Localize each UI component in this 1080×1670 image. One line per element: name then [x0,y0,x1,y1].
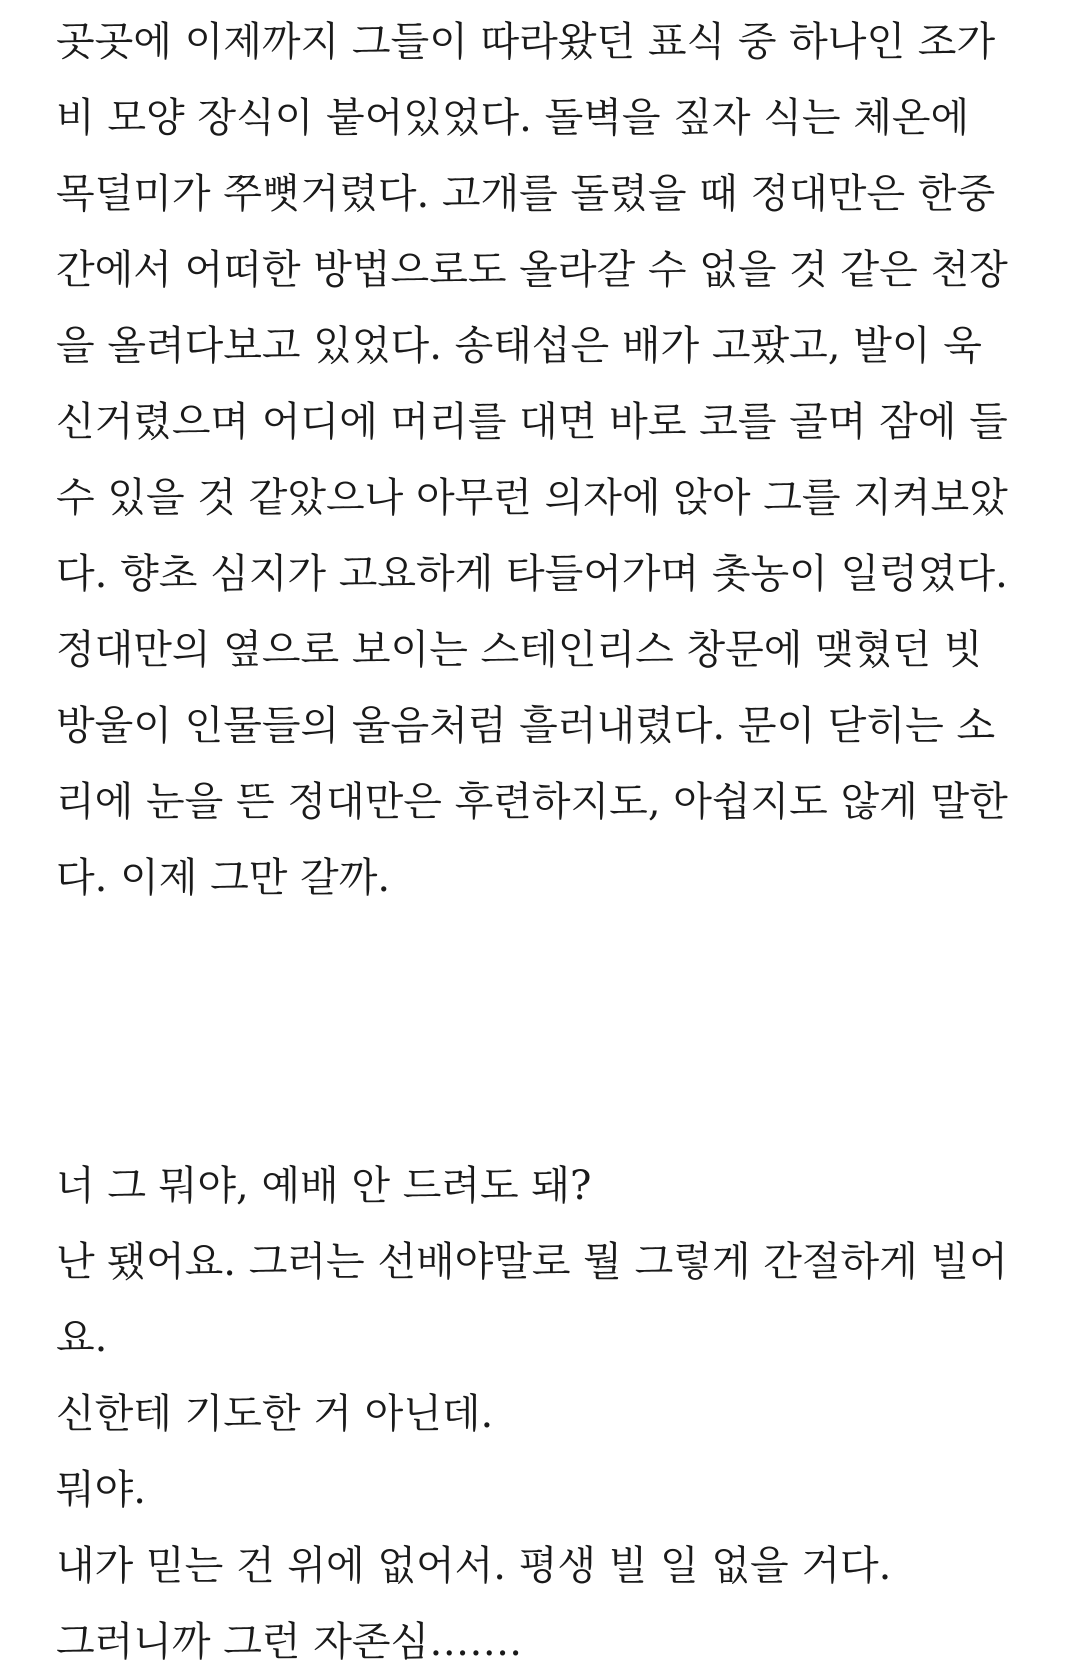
text-line: 정대만의 옆으로 보이는 스테인리스 창문에 맺혔던 빗 [56,627,983,673]
text-line: 다. 향초 심지가 고요하게 타들어가며 촛농이 일렁였다. [56,551,1008,597]
text-line: 목덜미가 쭈뼛거렸다. 고개를 돌렸을 때 정대만은 한중 [56,171,996,217]
text-line: 방울이 인물들의 울음처럼 흘러내렸다. 문이 닫히는 소 [56,703,996,749]
dialogue-line: 난 됐어요. 그러는 선배야말로 뭘 그렇게 간절하게 빌어 [56,1239,1008,1285]
text-line: 간에서 어떠한 방법으로도 올라갈 수 없을 것 같은 천장 [56,247,1008,293]
text-line: 비 모양 장식이 붙어있었다. 돌벽을 짚자 식는 체온에 [56,95,970,141]
dialogue-line: 내가 믿는 건 위에 없어서. 평생 빌 일 없을 거다. [56,1543,892,1589]
text-line: 곳곳에 이제까지 그들이 따라왔던 표식 중 하나인 조가 [56,19,996,65]
text-line: 을 올려다보고 있었다. 송태섭은 배가 고팠고, 발이 욱 [56,323,982,369]
dialogue-line: 너 그 뭐야, 예배 안 드려도 돼? [56,1163,592,1209]
text-line: 신거렸으며 어디에 머리를 대면 바로 코를 골며 잠에 들 [56,399,1008,445]
text-line: 다. 이제 그만 갈까. [56,855,391,901]
dialogue-line: 그러니까 그런 자존심……. [56,1619,522,1665]
dialogue-line: 뭐야. [56,1467,146,1513]
dialogue-line: 요. [56,1315,108,1361]
text-line: 리에 눈을 뜬 정대만은 후련하지도, 아쉽지도 않게 말한 [56,779,1008,825]
text-line: 수 있을 것 같았으나 아무런 의자에 앉아 그를 지켜보았 [56,475,1008,521]
dialogue-line: 신한테 기도한 거 아닌데. [56,1391,494,1437]
